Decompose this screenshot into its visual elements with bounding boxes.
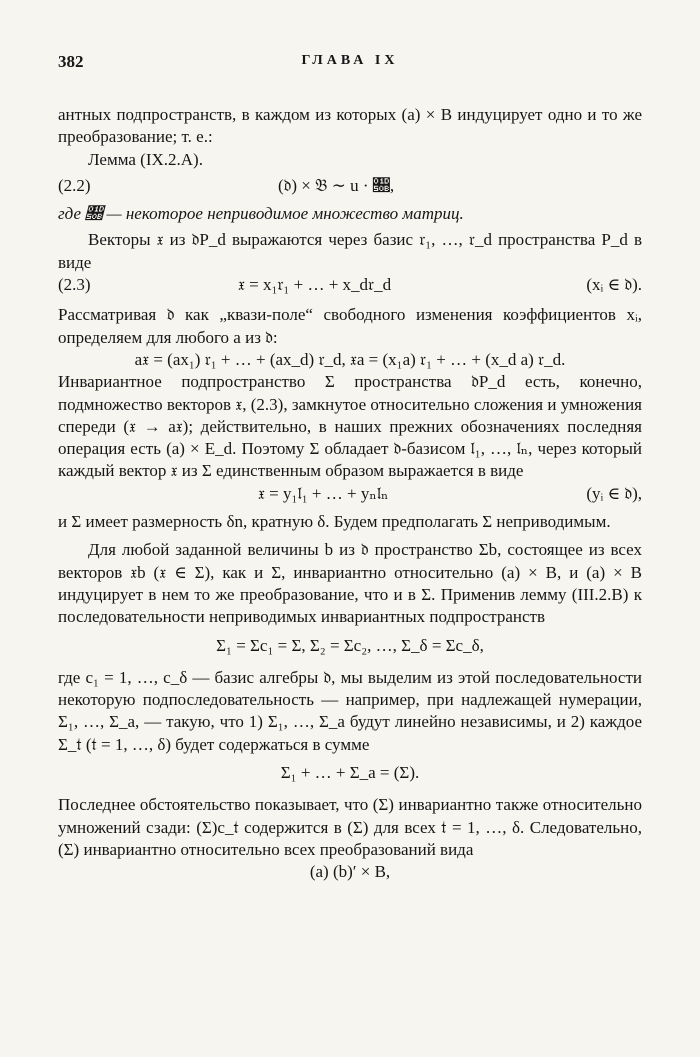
equation-condition: (xᵢ ∈ 𝔡). bbox=[586, 275, 642, 295]
paragraph: Векторы 𝔵 из 𝔡P_d выражаются через базис 𝔯₁, …, 𝔯_d пространства P_d в виде bbox=[58, 230, 642, 272]
equation-basis bbox=[58, 483, 642, 505]
page-body bbox=[58, 104, 642, 884]
paragraph: и Σ имеет размерность δn, кратную δ. Будем предполагать Σ неприводимым. bbox=[58, 512, 611, 532]
running-head: ГЛАВА IX bbox=[301, 53, 399, 68]
equation-sum: Σ₁ + … + Σ_a = (Σ). bbox=[280, 763, 420, 783]
equation-expression: 𝔵 = y₁𝔩₁ + … + yₙ𝔩ₙ bbox=[258, 483, 389, 503]
equation-label: (2.2) bbox=[58, 175, 91, 195]
paragraph: антных подпространств, в каждом из которых (a) × B индуцирует одно и то же преобразование; т. е.: bbox=[58, 105, 642, 147]
paragraph: Рассматривая 𝔡 как „квази-поле“ свободного изменения коэффициентов xᵢ, определяем для любого a из 𝔡: bbox=[58, 305, 642, 347]
page-number: 382 bbox=[58, 52, 84, 71]
equation-2-2 bbox=[58, 175, 642, 197]
page-header bbox=[58, 52, 642, 76]
paragraph: Для любой заданной величины b из 𝔡 пространство Σb, состоящее из всех векторов 𝔵b (𝔵 ∈ Σ), как и Σ, инвариантно относительно (a) × B, и (a) × B индуцирует в нем то же преобразование, что и в Σ. Применив лемму (III.2.B) к последовательности неприводимых инвариантных подпространств bbox=[58, 540, 642, 627]
equation-sequence: Σ₁ = Σc₁ = Σ, Σ₂ = Σc₂, …, Σ_δ = Σc_δ, bbox=[216, 635, 484, 655]
equation-2-3 bbox=[58, 274, 642, 296]
paragraph: где 𝔋 — некоторое неприводимое множество матриц. bbox=[58, 204, 464, 224]
lemma-reference: Лемма (IX.2.A). bbox=[88, 149, 203, 169]
equation-expression: (𝔡) × 𝔅 ∼ u · 𝔋, bbox=[278, 175, 395, 195]
equation-condition: (yᵢ ∈ 𝔡), bbox=[586, 483, 642, 503]
equation-expression: 𝔵 = x₁𝔯₁ + … + x_d𝔯_d bbox=[238, 275, 392, 295]
equation-label: (2.3) bbox=[58, 275, 91, 295]
paragraph: где c₁ = 1, …, c_δ — базис алгебры 𝔡, мы выделим из этой последовательности некоторую подпоследовательность — например, при надлежащей нумерации, Σ₁, …, Σ_a, — такую, что 1) Σ₁, …, Σ_a будут линейно независимы, и 2) каждое Σ_𝔱 (𝔱 = 1, …, δ) будет содержаться в сумме bbox=[58, 667, 642, 754]
paragraph: Последнее обстоятельство показывает, что (Σ) инвариантно также относительно умножений сзади: (Σ)c_𝔱 содержится в (Σ) для всех 𝔱 = 1, …, δ. Следовательно, (Σ) инвариантно относительно всех преобразований вида bbox=[58, 795, 642, 859]
equation-multiplication: a𝔵 = (ax₁) 𝔯₁ + … + (ax_d) 𝔯_d, 𝔵a = (x₁a) 𝔯₁ + … + (x_d a) 𝔯_d. bbox=[134, 349, 566, 369]
paragraph: Инвариантное подпространство Σ пространства 𝔡P_d есть, конечно, подмножество векторов 𝔵, (2.3), замкнутое относительно сложения и умножения спереди (𝔵 → a𝔵); действительно, в наших прежних обозначениях последняя операция есть (a) × E_d. Поэтому Σ обладает 𝔡-базисом 𝔩₁, …, 𝔩ₙ, через который каждый вектор 𝔵 из Σ единственным образом выражается в виде bbox=[58, 372, 642, 481]
equation-transformation: (a) (b)′ × B, bbox=[309, 862, 391, 882]
